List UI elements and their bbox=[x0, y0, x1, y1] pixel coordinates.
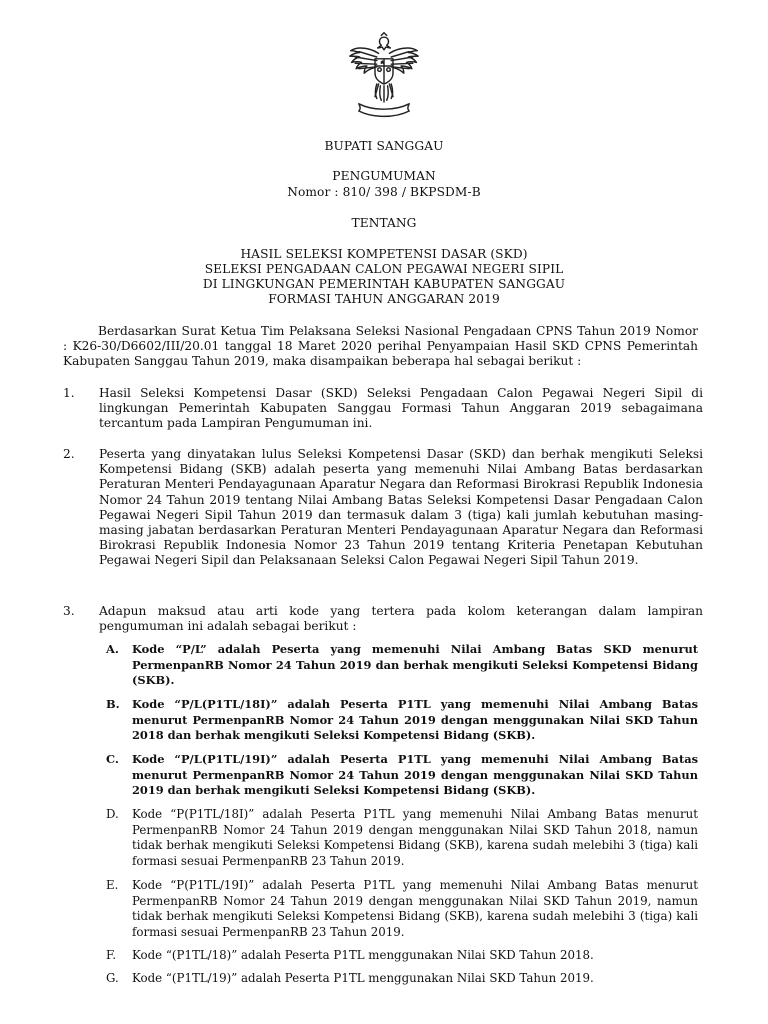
item-text: Hasil Seleksi Kompetensi Dasar (SKD) Seleksi Pengadaan Calon Pegawai Negeri Sipil di lingkungan Pemerintah Kabupaten Sanggau Formasi Tahun Anggaran 2019 sebagaimana tercantum pada Lampiran Pengumuman ini. bbox=[99, 386, 703, 431]
intro-paragraph: Berdasarkan Surat Ketua Tim Pelaksana Seleksi Nasional Pengadaan CPNS Tahun 2019 Nomor : K26-30/D6602/III/20.01 tanggal 18 Maret 2020 perihal Penyampaian Hasil SKD CPNS Pemerintah Kabupaten Sanggau Tahun 2019, maka disampaikan beberapa hal sebagai berikut : bbox=[63, 324, 698, 369]
code-item bbox=[106, 697, 698, 744]
code-item bbox=[106, 948, 698, 964]
code-letter: E. bbox=[106, 878, 119, 892]
code-item bbox=[106, 971, 698, 987]
title-line: FORMASI TAHUN ANGGARAN 2019 bbox=[268, 292, 500, 306]
list-item bbox=[63, 604, 703, 634]
item-text: Peserta yang dinyatakan lulus Seleksi Kompetensi Dasar (SKD) dan berhak mengikuti Seleksi Kompetensi Bidang (SKB) adalah peserta yang memenuhi Nilai Ambang Batas berdasarkan Peraturan Menteri Pendayagunaan Aparatur Negara dan Reformasi Birokrasi Republik Indonesia Nomor 24 Tahun 2019 tentang Nilai Ambang Batas Seleksi Kompetensi Dasar Pengadaan Calon Pegawai Negeri Sipil Tahun 2019 dan termasuk dalam 3 (tiga) kali jumlah kebutuhan masing-masing jabatan berdasarkan Peraturan Menteri Pendayagunaan Aparatur Negara dan Reformasi Birokrasi Republik Indonesia Nomor 23 Tahun 2019 tentang Kriteria Penetapan Kebutuhan Pegawai Negeri Sipil dan Pelaksanaan Seleksi Calon Pegawai Negeri Sipil Tahun 2019. bbox=[99, 447, 703, 568]
list-item bbox=[63, 386, 703, 432]
code-text: Kode “P/L” adalah Peserta yang memenuhi Nilai Ambang Batas SKD menurut PermenpanRB Nomor 24 Tahun 2019 dan berhak mengikuti Seleksi Kompetensi Bidang (SKB). bbox=[132, 642, 698, 688]
title-line: DI LINGKUNGAN PEMERINTAH KABUPATEN SANGGAU bbox=[202, 277, 566, 291]
code-item bbox=[106, 807, 698, 869]
office-title: BUPATI SANGGAU bbox=[324, 139, 444, 153]
code-item bbox=[106, 878, 698, 940]
garuda-emblem-icon bbox=[339, 30, 429, 120]
title-line: SELEKSI PENGADAAN CALON PEGAWAI NEGERI SIPIL bbox=[204, 262, 564, 276]
item-text: Adapun maksud atau arti kode yang tertera pada kolom keterangan dalam lampiran pengumuman ini adalah sebagai berikut : bbox=[99, 604, 703, 634]
code-letter: G. bbox=[106, 971, 119, 985]
code-letter: D. bbox=[106, 807, 119, 821]
code-letter: B. bbox=[106, 697, 120, 711]
code-item bbox=[106, 642, 698, 689]
code-text: Kode “P/L(P1TL/19I)” adalah Peserta P1TL yang memenuhi Nilai Ambang Batas menurut PermenpanRB Nomor 24 Tahun 2019 dengan menggunakan Nilai SKD Tahun 2019 dan berhak mengikuti Seleksi Kompetensi Bidang (SKB). bbox=[132, 752, 698, 798]
code-text: Kode “(P1TL/18)” adalah Peserta P1TL menggunakan Nilai SKD Tahun 2018. bbox=[132, 948, 594, 962]
code-item bbox=[106, 752, 698, 799]
code-letter: C. bbox=[106, 752, 119, 766]
item-number: 1. bbox=[63, 386, 75, 400]
code-letter: F. bbox=[106, 948, 117, 962]
code-text: Kode “P(P1TL/18I)” adalah Peserta P1TL yang memenuhi Nilai Ambang Batas menurut PermenpanRB Nomor 24 Tahun 2019 dengan menggunakan Nilai SKD Tahun 2018, namun tidak berhak mengikuti Seleksi Kompetensi Bidang (SKB), karena sudah melebihi 3 (tiga) kali formasi sesuai PermenpanRB 23 Tahun 2019. bbox=[132, 807, 698, 868]
code-text: Kode “(P1TL/19)” adalah Peserta P1TL menggunakan Nilai SKD Tahun 2019. bbox=[132, 971, 594, 985]
doc-type: PENGUMUMAN bbox=[332, 169, 436, 183]
code-letter: A. bbox=[106, 642, 119, 656]
item-number: 3. bbox=[63, 604, 75, 618]
doc-number: Nomor : 810/ 398 / BKPSDM-B bbox=[287, 185, 481, 199]
title-line: HASIL SELEKSI KOMPETENSI DASAR (SKD) bbox=[240, 247, 528, 261]
about-heading: TENTANG bbox=[351, 216, 417, 230]
code-text: Kode “P/L(P1TL/18I)” adalah Peserta P1TL yang memenuhi Nilai Ambang Batas menurut PermenpanRB Nomor 24 Tahun 2019 dengan menggunakan Nilai SKD Tahun 2018 dan berhak mengikuti Seleksi Kompetensi Bidang (SKB). bbox=[132, 697, 698, 743]
list-item bbox=[63, 447, 703, 569]
code-text: Kode “P(P1TL/19I)” adalah Peserta P1TL yang memenuhi Nilai Ambang Batas menurut PermenpanRB Nomor 24 Tahun 2019 dengan menggunakan Nilai SKD Tahun 2019, namun tidak berhak mengikuti Seleksi Kompetensi Bidang (SKB), karena sudah melebihi 3 (tiga) kali formasi sesuai PermenpanRB 23 Tahun 2019. bbox=[132, 878, 698, 939]
item-number: 2. bbox=[63, 447, 75, 461]
doc-title bbox=[0, 247, 768, 307]
